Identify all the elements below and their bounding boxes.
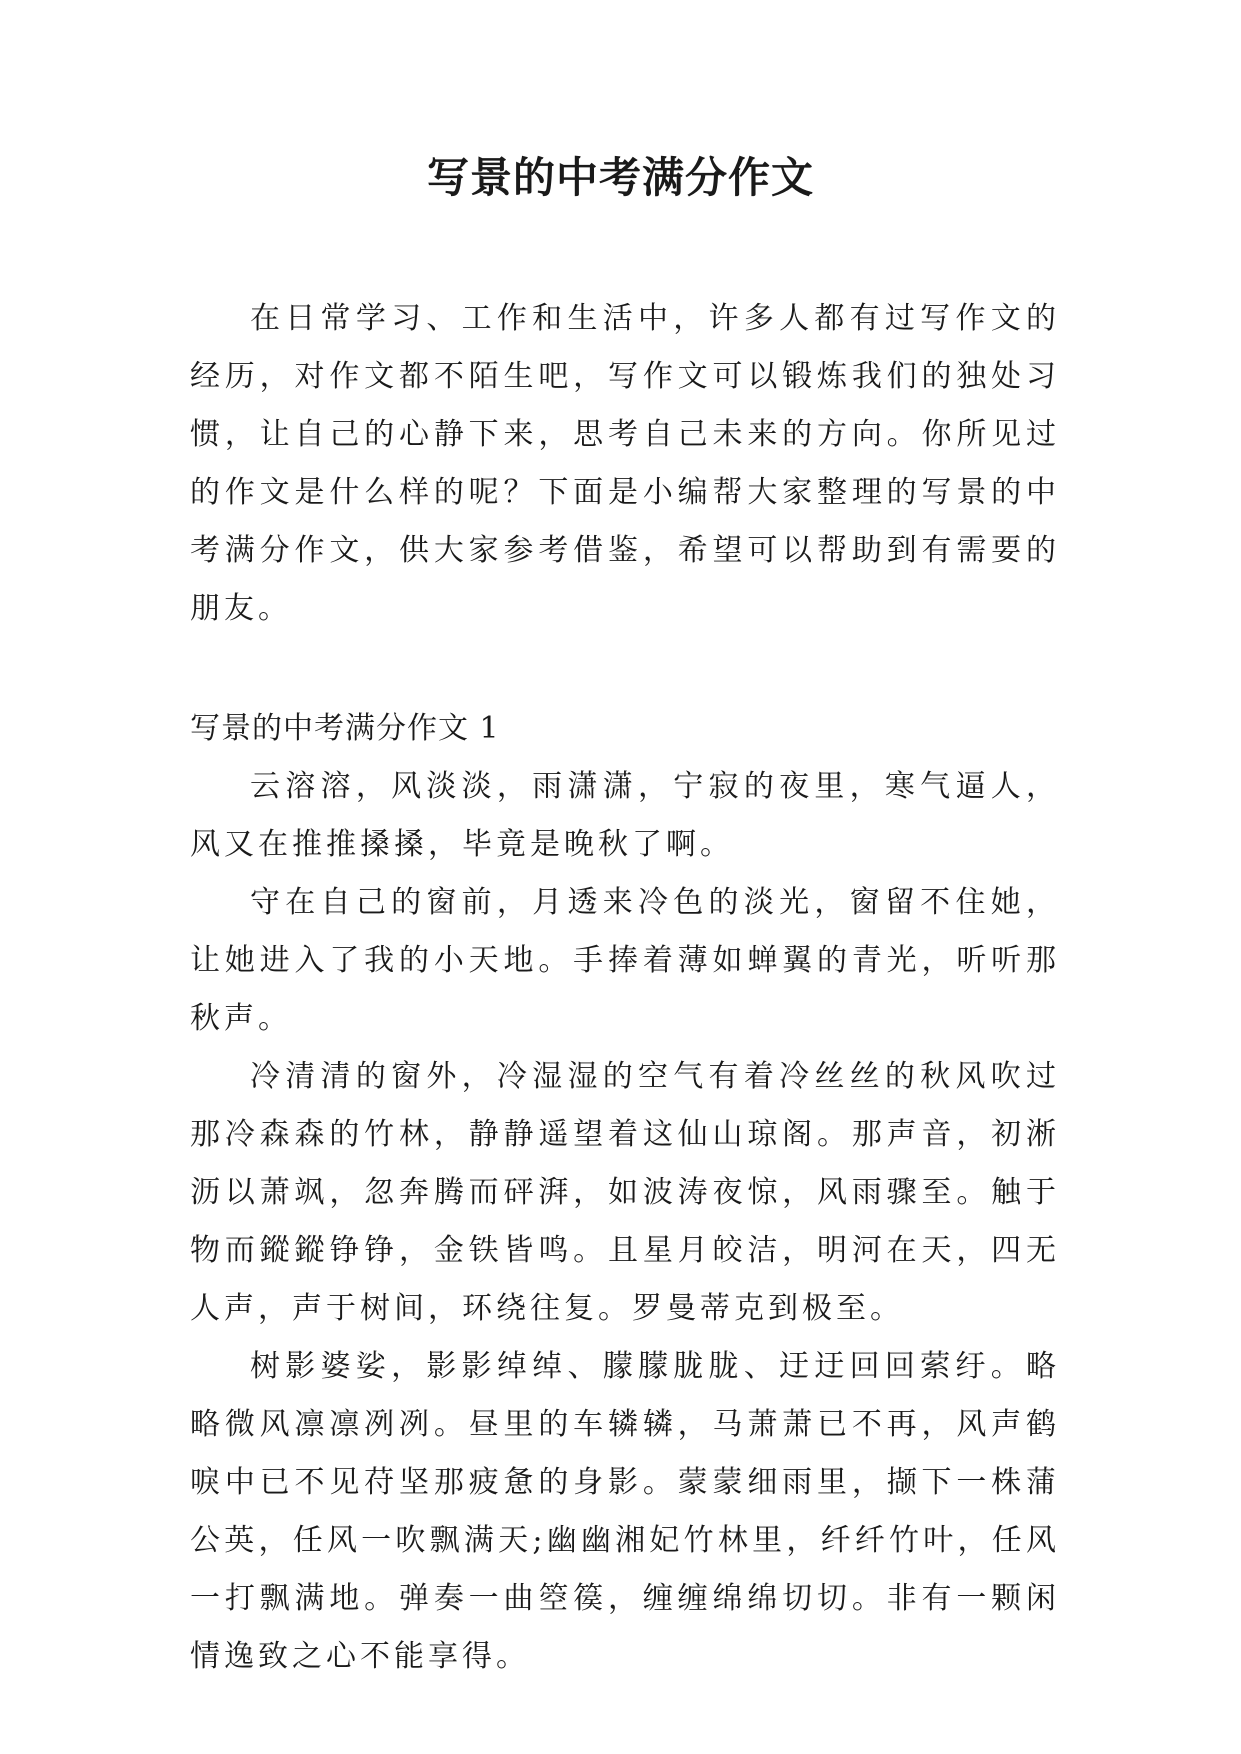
section-heading: 写景的中考满分作文 1: [190, 711, 500, 746]
essay-paragraph-4: 树影婆娑，影影绰绰、朦朦胧胧、迂迂回回萦纡。略略微风凛凛冽冽。昼里的车辚辚，马萧萧已不再，风声鹤唳中已不见苻坚那疲惫的身影。蒙蒙细雨里，撷下一株蒲公英，任风一吹飘满天;幽幽湘妃竹林里，纤纤竹叶，任风一打飘满地。弹奏一曲箜篌，缠缠绵绵切切。非有一颗闲情逸致之心不能享得。: [190, 1349, 1060, 1674]
essay-paragraph-1: 云溶溶，风淡淡，雨潇潇，宁寂的夜里，寒气逼人，风又在推推搡搡，毕竟是晚秋了啊。: [190, 769, 1060, 862]
document-body: [190, 290, 1060, 1686]
document-title: 写景的中考满分作文: [426, 153, 814, 202]
essay-paragraph-2: 守在自己的窗前，月透来冷色的淡光，窗留不住她，让她进入了我的小天地。手捧着薄如蝉翼的青光，听听那秋声。: [190, 885, 1060, 1036]
intro-paragraph: 在日常学习、工作和生活中，许多人都有过写作文的经历，对作文都不陌生吧，写作文可以锻炼我们的独处习惯，让自己的心静下来，思考自己未来的方向。你所见过的作文是什么样的呢？下面是小编帮大家整理的写景的中考满分作文，供大家参考借鉴，希望可以帮助到有需要的朋友。: [190, 301, 1060, 626]
essay-paragraph-3: 冷清清的窗外，冷湿湿的空气有着冷丝丝的秋风吹过那冷森森的竹林，静静遥望着这仙山琼阁。那声音，初淅沥以萧飒，忽奔腾而砰湃，如波涛夜惊，风雨骤至。触于物而鏦鏦铮铮，金铁皆鸣。且星月皎洁，明河在天，四无人声，声于树间，环绕往复。罗曼蒂克到极至。: [190, 1059, 1060, 1326]
